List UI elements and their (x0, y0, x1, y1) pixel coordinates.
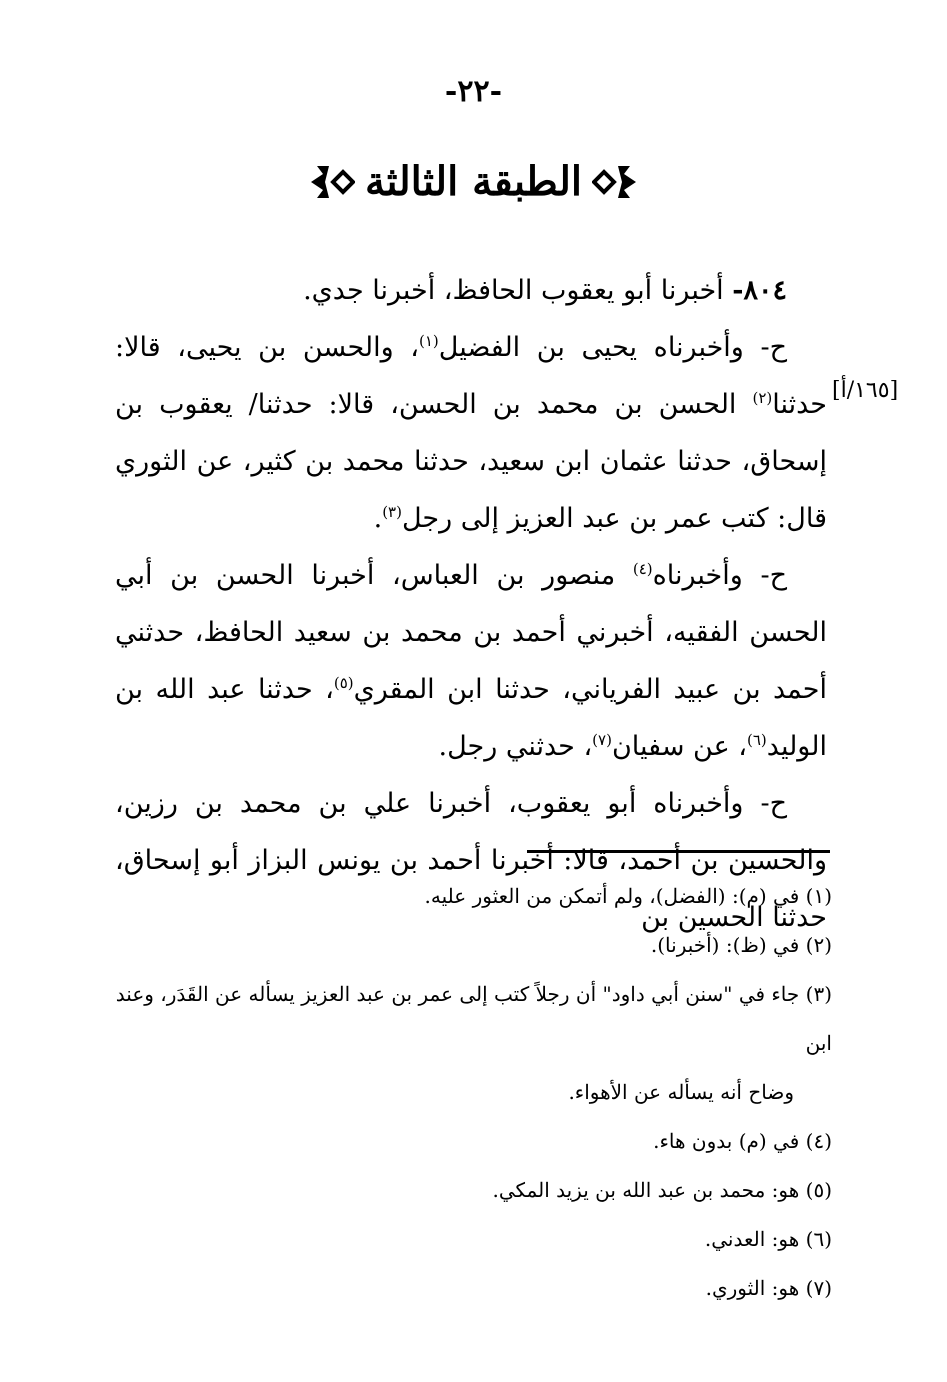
footnotes (97, 872, 832, 1313)
entry-text: ، حدثني رجل. (438, 731, 593, 762)
section-heading (0, 158, 947, 205)
main-text (115, 262, 827, 946)
item-number: ٨٠٤- (732, 275, 787, 306)
footnote: (٢) في (ظ): (أخبرنا). (650, 933, 832, 957)
footnote-continuation: وضاح أنه يسأله عن الأهواء. (568, 1080, 794, 1104)
footnote: (٣) جاء في "سنن أبي داود" أن رجلاً كتب إلى عمر بن عبد العزيز يسأله عن القَدَر، وعند ابن (115, 982, 832, 1055)
entry-text: ، حدثنا عبد الله بن الوليد (115, 674, 827, 762)
footnote-ref: (٧) (592, 731, 612, 749)
footnote: (٤) في (م) بدون هاء. (653, 1129, 832, 1153)
footnote-ref: (٥) (333, 674, 354, 692)
footnote-ref: (٢) (752, 389, 773, 407)
entry-text: ح- وأخبرناه أبو يعقوب، أخبرنا علي بن محمد بن رزين، والحسين بن أحمد، قالا: أخبرنا أحمد بن يونس البزاز أبو إسحاق، حدثنا الحسين بن (115, 788, 827, 933)
entry-paragraph (115, 547, 827, 775)
heading-title: الطبقة الثالثة (364, 158, 583, 205)
footnote: (٦) هو: العدني. (704, 1227, 832, 1251)
footnote: (٧) هو: الثوري. (705, 1276, 832, 1300)
footnote-divider (527, 850, 830, 853)
footnote-ref: (٤) (632, 560, 653, 578)
entry-text: . (373, 503, 383, 534)
entry-text: أخبرنا أبو يعقوب الحافظ، أخبرنا جدي. (303, 275, 733, 306)
page-number: -٢٢- (444, 74, 503, 109)
entry-text: ، عن سفيان (611, 731, 747, 762)
footnote-ref: (٦) (746, 731, 767, 749)
entry-text: ح- وأخبرناه (652, 560, 787, 591)
footnote-ref: (١) (419, 332, 439, 350)
ornament-left-icon (299, 162, 355, 202)
ornament-right-icon (592, 162, 648, 202)
footnote: (٥) هو: محمد بن عبد الله بن يزيد المكي. (492, 1178, 832, 1202)
entry-text: ، والحسن بن يحيى، قالا: حدثنا (115, 332, 827, 420)
entry-text: الحسن بن محمد بن الحسن، قالا: حدثنا/ يعقوب بن إسحاق، حدثنا عثمان ابن سعيد، حدثنا محمد بن كثير، عن الثوري قال: كتب عمر بن عبد العزيز إلى رجل (115, 389, 827, 534)
entry-paragraph (115, 319, 827, 547)
margin-note: [١٦٥/أ] (832, 378, 899, 403)
footnote: (١) في (م): (الفضل)، ولم أتمكن من العثور عليه. (424, 884, 832, 908)
entry-text: منصور بن العباس، أخبرنا الحسن بن أبي الحسن الفقيه، أخبرني أحمد بن محمد بن سعيد الحافظ، حدثني أحمد بن عبيد الفرياني، حدثنا ابن المقري (115, 560, 827, 705)
entry-text: ح- وأخبرناه يحيى بن الفضيل (438, 332, 787, 363)
entry-paragraph (115, 262, 827, 319)
footnote-ref: (٣) (382, 503, 402, 521)
